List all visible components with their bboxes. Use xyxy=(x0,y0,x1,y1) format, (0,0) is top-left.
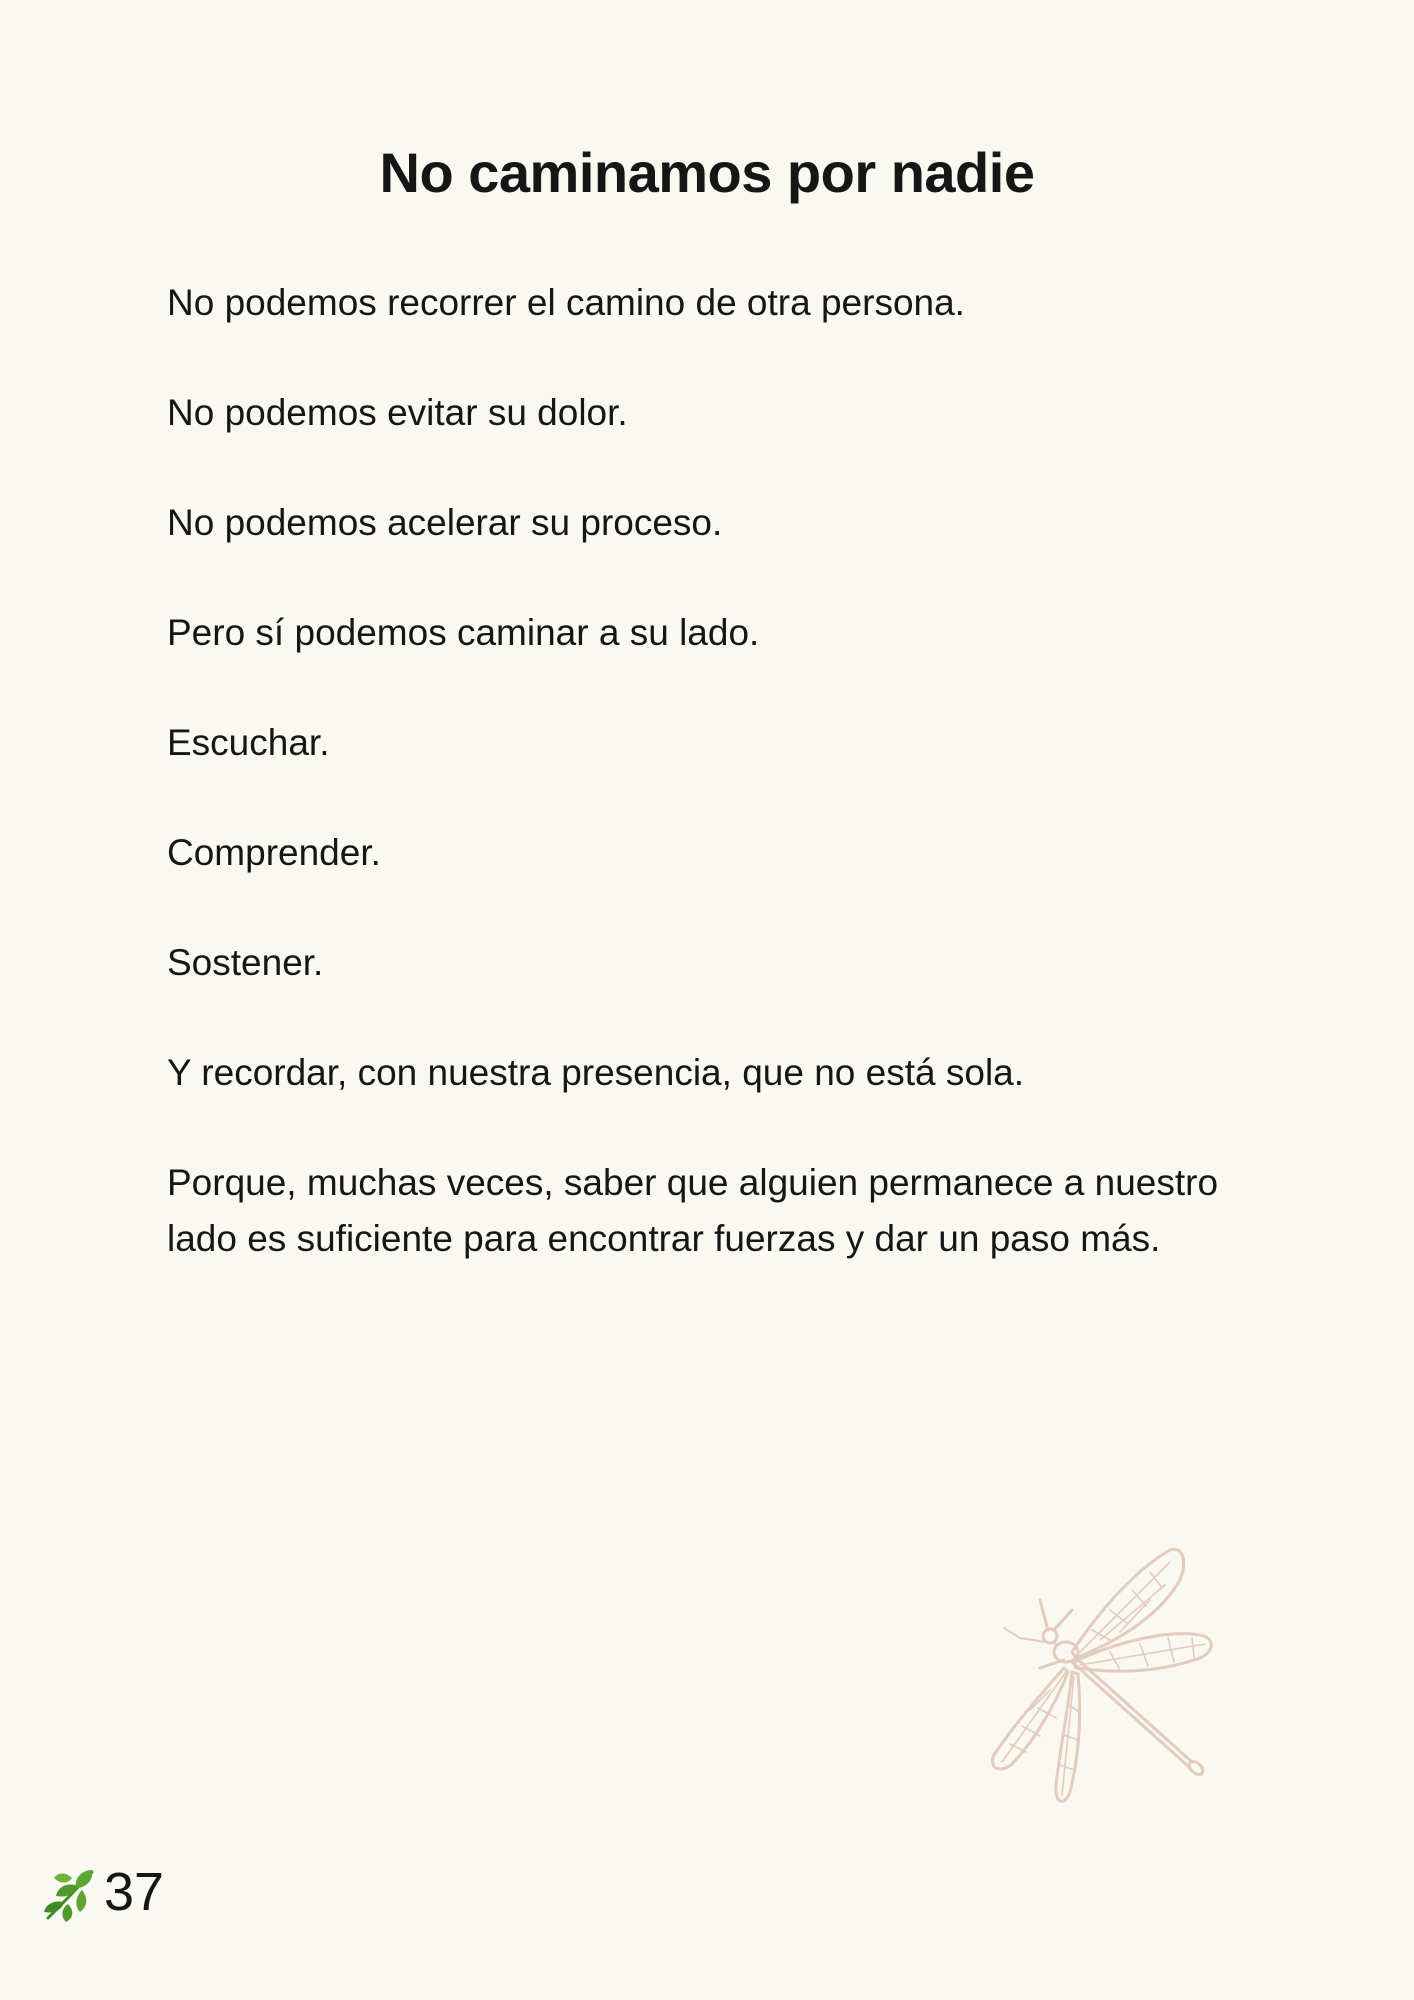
herb-leaf-icon xyxy=(38,1860,104,1924)
page-number: 37 xyxy=(104,1862,165,1922)
paragraph: Y recordar, con nuestra presencia, que no está sola. xyxy=(167,1052,1025,1093)
paragraph: Escuchar. xyxy=(167,722,330,763)
paragraph: Comprender. xyxy=(167,832,381,873)
paragraph: No podemos evitar su dolor. xyxy=(167,392,628,433)
paragraph: Pero sí podemos caminar a su lado. xyxy=(167,612,760,653)
dragonfly-icon xyxy=(960,1540,1240,1830)
page-footer xyxy=(38,1860,164,1924)
paragraph: No podemos acelerar su proceso. xyxy=(167,502,723,543)
page-title: No caminamos por nadie xyxy=(379,141,1035,204)
paragraph: Sostener. xyxy=(167,942,324,983)
paragraph: Porque, muchas veces, saber que alguien permanece a nuestro lado es suficiente para encontrar fuerzas y dar un paso más. xyxy=(167,1162,1219,1259)
paragraph: No podemos recorrer el camino de otra persona. xyxy=(167,282,965,323)
body-text xyxy=(167,275,1227,1321)
